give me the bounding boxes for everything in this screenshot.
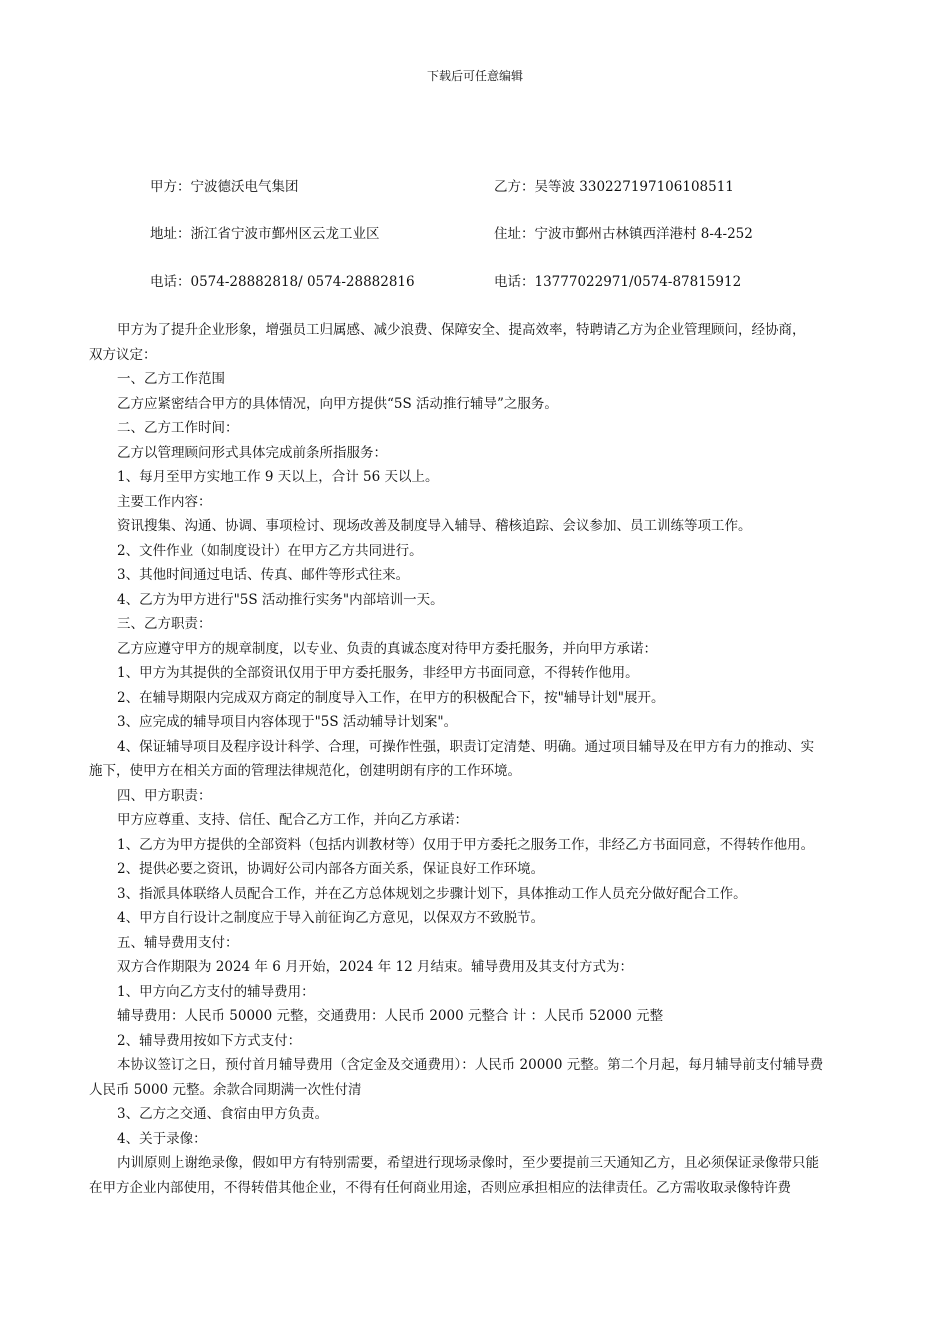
paragraph-line: 乙方应遵守甲方的规章制度，以专业、负责的真诚态度对待甲方委托服务，并向甲方承诺： bbox=[117, 640, 657, 657]
paragraph-line: 辅导费用：人民币 50000 元整，交通费用：人民币 2000 元整合 计 ：人民币 52000 元整 bbox=[117, 1008, 664, 1024]
paragraph-line: 4、甲方自行设计之制度应于导入前征询乙方意见，以保双方不致脱节。 bbox=[117, 910, 545, 926]
paragraph-line: 3、指派具体联络人员配合工作，并在乙方总体规划之步骤计划下，具体推动工作人员充分做好配合工作。 bbox=[117, 885, 747, 902]
paragraph-line: 4、关于录像： bbox=[117, 1130, 207, 1147]
party-a-name: 甲方：宁波德沃电气集团 bbox=[150, 179, 299, 195]
paragraph-line: 乙方应紧密结合甲方的具体情况，向甲方提供“5S 活动推行辅导”之服务。 bbox=[117, 395, 558, 412]
paragraph-line: 1、每月至甲方实地工作 9 天以上，合计 56 天以上。 bbox=[117, 469, 439, 485]
paragraph-line: 2、提供必要之资讯，协调好公司内部各方面关系，保证良好工作环境。 bbox=[117, 861, 545, 877]
section-heading: 二、乙方工作时间： bbox=[117, 420, 239, 436]
paragraph-line: 主要工作内容： bbox=[117, 493, 212, 510]
paragraph-line: 4、乙方为甲方进行"5S 活动推行实务"内部培训一天。 bbox=[117, 591, 444, 608]
section-heading: 四、甲方职责： bbox=[117, 787, 212, 804]
paragraph-line: 3、其他时间通过电话、传真、邮件等形式往来。 bbox=[117, 567, 410, 583]
paragraph-line: 2、辅导费用按如下方式支付： bbox=[117, 1032, 302, 1049]
party-b-address: 住址：宁波市鄞州古林镇西洋港村 8-4-252 bbox=[494, 226, 753, 242]
paragraph-line: 2、在辅导期限内完成双方商定的制度导入工作，在甲方的积极配合下，按"辅导计划"展开。 bbox=[117, 689, 665, 706]
intro-line: 甲方为了提升企业形象，增强员工归属感、减少浪费、保障安全、提高效率，特聘请乙方为企业管理顾问，经协商， bbox=[117, 322, 806, 338]
intro-line: 双方议定： bbox=[89, 346, 157, 363]
paragraph-line: 甲方应尊重、支持、信任、配合乙方工作，并向乙方承诺： bbox=[117, 812, 468, 828]
party-a-address: 地址：浙江省宁波市鄞州区云龙工业区 bbox=[150, 226, 380, 242]
paragraph-line: 3、应完成的辅导项目内容体现于"5S 活动辅导计划案"。 bbox=[117, 714, 458, 730]
party-name-row bbox=[0, 175, 950, 195]
party-a-phone: 电话：0574-28882818/ 0574-28882816 bbox=[150, 274, 415, 290]
paragraph-line: 1、甲方为其提供的全部资讯仅用于甲方委托服务，非经甲方书面同意，不得转作他用。 bbox=[117, 665, 639, 681]
paragraph-line: 人民币 5000 元整。余款合同期满一次性付清 bbox=[89, 1081, 362, 1098]
paragraph-line: 双方合作期限为 2024 年 6 月开始，2024 年 12 月结束。辅导费用及其支付方式为： bbox=[117, 959, 634, 975]
party-phone-row bbox=[0, 270, 950, 290]
paragraph-line: 乙方以管理顾问形式具体完成前条所指服务： bbox=[117, 444, 387, 461]
party-address-row bbox=[0, 222, 950, 242]
paragraph-line: 资讯搜集、沟通、协调、事项检讨、现场改善及制度导入辅导、稽核追踪、会议参加、员工训练等项工作。 bbox=[117, 518, 752, 534]
paragraph-line: 施下，使甲方在相关方面的管理法律规范化，创建明朗有序的工作环境。 bbox=[89, 763, 521, 779]
section-heading: 三、乙方职责： bbox=[117, 616, 212, 632]
party-b-name: 乙方：吴等波 330227197106108511 bbox=[494, 179, 734, 195]
paragraph-line: 本协议签订之日，预付首月辅导费用（含定金及交通费用）：人民币 20000 元整。第二个月起，每月辅导前支付辅导费 bbox=[117, 1057, 824, 1073]
paragraph-line: 4、保证辅导项目及程序设计科学、合理，可操作性强，职责订定清楚、明确。通过项目辅导及在甲方有力的推动、实 bbox=[117, 738, 815, 755]
section-heading: 五、辅导费用支付： bbox=[117, 934, 239, 951]
paragraph-line: 3、乙方之交通、食宿由甲方负责。 bbox=[117, 1106, 329, 1122]
paragraph-line: 1、乙方为甲方提供的全部资料（包括内训教材等）仅用于甲方委托之服务工作，非经乙方书面同意，不得转作他用。 bbox=[117, 836, 815, 853]
paragraph-line: 内训原则上谢绝录像，假如甲方有特别需要，希望进行现场录像时，至少要提前三天通知乙方，且必须保证录像带只能 bbox=[117, 1155, 819, 1171]
download-note: 下载后可任意编辑 bbox=[426, 69, 523, 83]
paragraph-line: 在甲方企业内部使用，不得转借其他企业，不得有任何商业用途，否则应承担相应的法律责任。乙方需收取录像特许费 bbox=[89, 1179, 791, 1196]
paragraph-line: 2、文件作业（如制度设计）在甲方乙方共同进行。 bbox=[117, 542, 423, 559]
party-b-phone: 电话：13777022971/0574-87815912 bbox=[494, 274, 742, 290]
section-heading: 一、乙方工作范围 bbox=[117, 371, 225, 387]
contract-body bbox=[89, 318, 859, 1200]
paragraph-line: 1、甲方向乙方支付的辅导费用： bbox=[117, 983, 315, 1000]
